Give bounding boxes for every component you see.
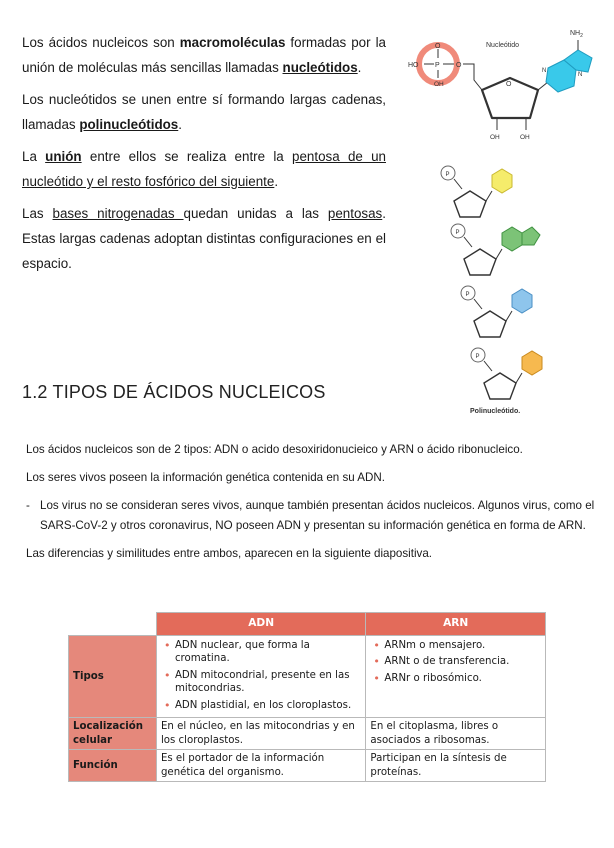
base-shape	[522, 351, 542, 375]
base-shape-5	[522, 227, 540, 245]
text: Las	[22, 206, 53, 221]
label-n-2: N	[578, 72, 583, 78]
chain-unit-4	[471, 348, 542, 399]
nucleotide-figure	[402, 20, 602, 150]
underlined-phrase: pentosa de un nucleótido y el resto fosfórico del siguiente	[22, 149, 386, 189]
section-title: 1.2 TIPOS DE ÁCIDOS NUCLEICOS	[22, 382, 326, 402]
polynucleotide-caption: Polinucleótido.	[470, 408, 521, 415]
label-p: P	[435, 62, 440, 69]
list-item: • ARNt o de transferencia.	[384, 655, 541, 669]
intro-paragraph-3	[22, 144, 386, 194]
nucleotide-title: Nucleótido	[486, 42, 520, 49]
chain-unit-2	[451, 224, 540, 275]
table-row	[69, 635, 546, 718]
term-pentosas: pentosas	[327, 206, 383, 221]
nh-subscript: 2	[580, 33, 583, 39]
cell-localizacion-adn: En el núcleo, en las mitocondrias y en los cloroplastos.	[156, 718, 365, 750]
label-nh2	[570, 30, 583, 39]
pentose-ring	[464, 249, 496, 275]
polynucleotide-figure	[418, 155, 548, 420]
chain-unit-1	[441, 166, 512, 217]
term-bases-nitrogenadas: bases nitrogenadas	[52, 206, 184, 221]
label-oh-2: OH	[520, 134, 530, 141]
list-item: • ARNr o ribosómico.	[384, 672, 541, 686]
intro-paragraph-4	[22, 201, 386, 276]
label-oh-1: OH	[490, 134, 500, 141]
intro-paragraph-2	[22, 87, 386, 137]
label-n-1: N	[542, 68, 547, 74]
pentose-ring	[454, 191, 486, 217]
term-macromoleculas: macromoléculas	[179, 35, 286, 50]
nh-text: NH	[570, 30, 581, 37]
types-paragraph-4: Las diferencias y similitudes entre ambos, aparecen en la siguiente diapositiva.	[26, 547, 433, 560]
row-header-tipos: Tipos	[69, 635, 157, 718]
text: .	[274, 174, 279, 189]
text: Los ácidos nucleicos son	[22, 35, 180, 50]
types-text	[26, 440, 598, 572]
label-ho: HO	[408, 62, 419, 69]
pentose-ring	[484, 373, 516, 399]
virus-text: Los virus no se consideran seres vivos, aunque también presentan ácidos nucleicos. Algunos virus, como el SARS-CoV-2 y otros coronavirus, NO poseen ADN y presentan su información genética en forma de ARN.	[40, 499, 595, 532]
list-item: • ADN plastidial, en los cloroplastos.	[175, 699, 361, 713]
label-o-ester: O	[456, 62, 462, 69]
virus-paragraph	[26, 496, 598, 536]
table-row	[69, 750, 546, 782]
bond	[474, 299, 482, 309]
chain-unit-3	[461, 286, 532, 337]
cell-tipos-adn	[156, 635, 365, 718]
table-corner	[69, 613, 157, 636]
list-item: • ADN mitocondrial, presente en las mitocondrias.	[175, 669, 361, 696]
base-shape	[492, 169, 512, 193]
text: Los nucleótidos se unen entre sí formando largas cadenas, llamadas	[22, 92, 386, 132]
row-header-localizacion: Localización celular	[69, 718, 157, 750]
list-item: • ADN nuclear, que forma la cromatina.	[175, 639, 361, 666]
term-nucleotidos: nucleótidos	[282, 60, 358, 75]
list	[370, 639, 541, 686]
bond	[516, 373, 522, 383]
comparison-table	[68, 612, 546, 782]
bond	[464, 237, 472, 247]
label-ring-o: O	[506, 81, 512, 88]
term-polinucleotidos: polinucleótidos	[79, 117, 179, 132]
cell-localizacion-arn: En el citoplasma, libres o asociados a ribosomas.	[366, 718, 546, 750]
bond	[463, 64, 482, 90]
text: quedan unidas a las	[183, 206, 328, 221]
list	[161, 639, 361, 713]
header-adn: ADN	[156, 613, 365, 636]
intro-text	[22, 30, 386, 283]
pentose-ring	[474, 311, 506, 337]
text: .	[178, 117, 182, 132]
list-item: • ARNm o mensajero.	[384, 639, 541, 653]
base-shape-6	[502, 227, 522, 251]
cell-tipos-arn	[366, 635, 546, 718]
bond	[538, 82, 548, 90]
bond	[486, 191, 492, 201]
intro-paragraph-1	[22, 30, 386, 80]
text: La	[22, 149, 46, 164]
types-paragraph-1: Los ácidos nucleicos son de 2 tipos: ADN o acido desoxiridonucieico y ARN o ácido ribonucleico.	[26, 443, 523, 456]
header-arn: ARN	[366, 613, 546, 636]
term-union: unión	[45, 149, 82, 164]
text: . Estas largas cadenas adoptan distintas configuraciones en el espacio.	[22, 206, 386, 271]
cell-funcion-adn: Es el portador de la información genética del organismo.	[156, 750, 365, 782]
bond	[506, 311, 512, 321]
row-header-funcion: Función	[69, 750, 157, 782]
dash-marker: -	[26, 499, 30, 512]
text: formadas por la unión de moléculas más sencillas llamadas	[22, 35, 386, 75]
bond	[496, 249, 502, 259]
label-o-top: O	[435, 43, 441, 50]
label-p: P	[445, 172, 450, 178]
table-header-row	[69, 613, 546, 636]
label-p: P	[475, 354, 480, 360]
text: entre ellos se realiza entre la	[81, 149, 293, 164]
base-shape	[512, 289, 532, 313]
label-p: P	[465, 292, 470, 298]
label-p: P	[455, 230, 460, 236]
bond	[484, 361, 492, 371]
types-paragraph-2: Los seres vivos poseen la información genética contenida en su ADN.	[26, 471, 385, 484]
table-row	[69, 718, 546, 750]
text: .	[357, 60, 362, 75]
cell-funcion-arn: Participan en la síntesis de proteínas.	[366, 750, 546, 782]
bond	[454, 179, 462, 189]
label-oh-phosphate: OH	[434, 81, 444, 88]
